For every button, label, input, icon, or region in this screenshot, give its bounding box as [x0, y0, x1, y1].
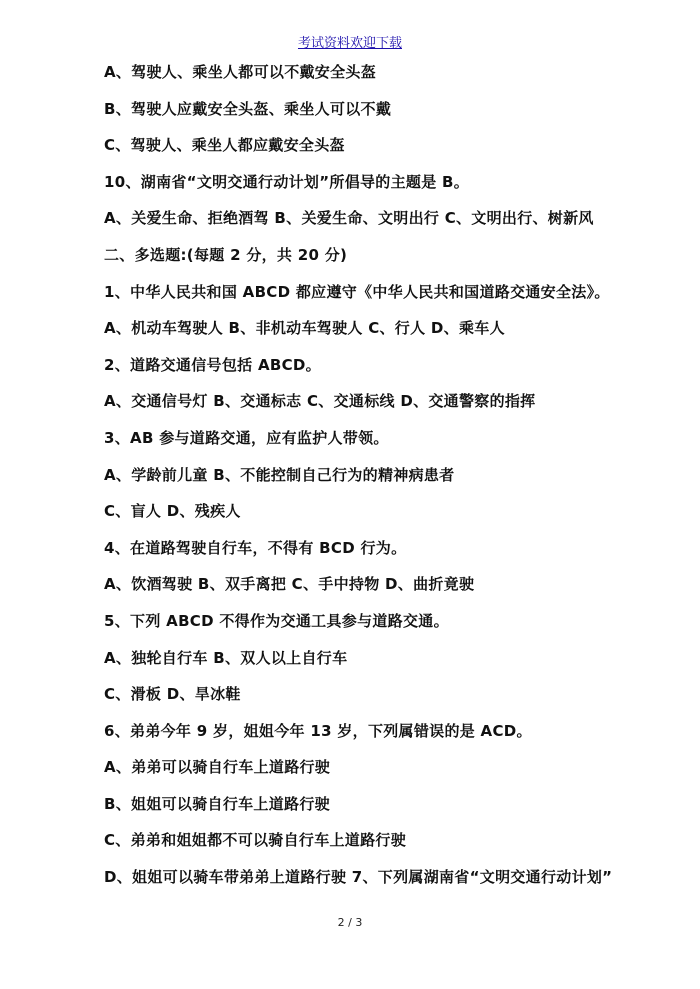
text-line: D、姐姐可以骑车带弟弟上道路行驶 7、下列属湖南省“文明交通行动计划”: [104, 868, 613, 887]
text-line: A、独轮自行车 B、双人以上自行车: [104, 648, 348, 667]
text-line: A、关爱生命、拒绝酒驾 B、关爱生命、文明出行 C、文明出行、树新风: [104, 209, 594, 228]
text-line: B、姐姐可以骑自行车上道路行驶: [104, 794, 330, 813]
section-heading: 二、多选题:(每题 2 分，共 20 分): [104, 245, 348, 264]
text-line: A、驾驶人、乘坐人都可以不戴安全头盔: [104, 63, 377, 81]
text-line: C、滑板 D、旱冰鞋: [104, 685, 241, 704]
text-line: A、交通信号灯 B、交通标志 C、交通标线 D、交通警察的指挥: [104, 392, 536, 411]
text-line: A、饮酒驾驶 B、双手离把 C、手中持物 D、曲折竟驶: [104, 575, 475, 594]
header-download-link[interactable]: 考试资料欢迎下载: [297, 36, 402, 51]
question-line: 3、AB 参与道路交通，应有监护人带领。: [104, 428, 389, 447]
question-line: 5、下列 ABCD 不得作为交通工具参与道路交通。: [104, 611, 449, 630]
text-line: C、驾驶人、乘坐人都应戴安全头盔: [104, 136, 345, 155]
question-line: 2、道路交通信号包括 ABCD。: [104, 355, 321, 374]
text-line: C、盲人 D、残疾人: [104, 502, 241, 521]
text-line: A、弟弟可以骑自行车上道路行驶: [104, 758, 331, 777]
question-line: 10、湖南省“文明交通行动计划”所倡导的主题是 B。: [104, 172, 470, 191]
page-number: 2 / 3: [337, 916, 363, 929]
text-line: A、机动车驾驶人 B、非机动车驾驶人 C、行人 D、乘车人: [104, 319, 505, 338]
text-line: C、弟弟和姐姐都不可以骑自行车上道路行驶: [104, 831, 407, 850]
document-body: [104, 62, 684, 904]
question-line: 4、在道路驾驶自行车，不得有 BCD 行为。: [104, 538, 407, 557]
question-line: 6、弟弟今年 9 岁，姐姐今年 13 岁，下列属错误的是 ACD。: [104, 721, 532, 740]
question-line: 1、中华人民共和国 ABCD 都应遵守《中华人民共和国道路交通安全法》。: [104, 282, 610, 301]
text-line: B、驾驶人应戴安全头盔、乘坐人可以不戴: [104, 99, 392, 118]
text-line: A、学龄前儿童 B、不能控制自己行为的精神病患者: [104, 465, 455, 484]
